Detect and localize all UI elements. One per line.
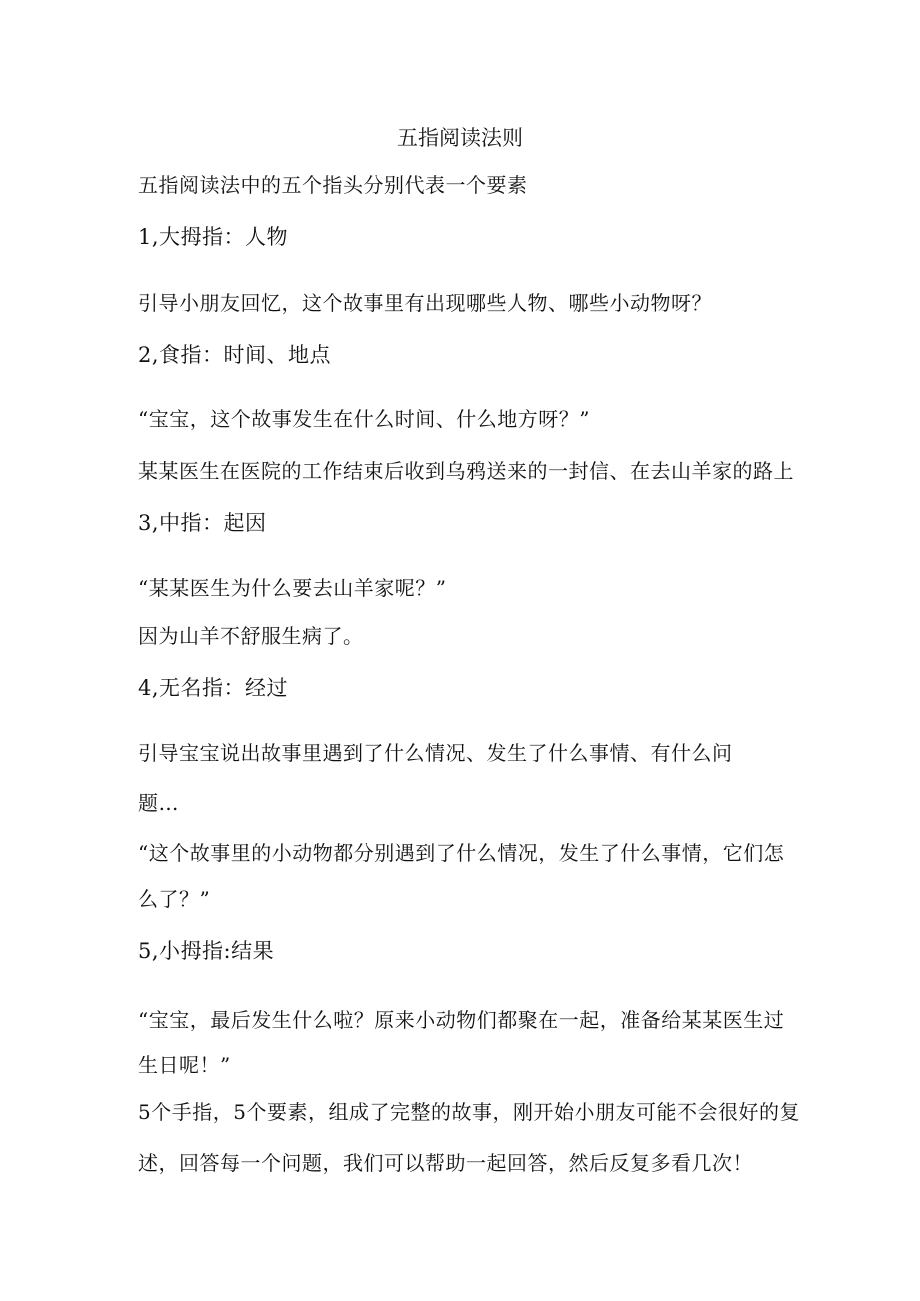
section-text-ring-line3: “这个故事里的小动物都分别遇到了什么情况，发生了什么事情，它们怎 [138, 841, 785, 865]
section-heading-little: 5,小拇指:结果 [138, 939, 275, 963]
section-text-little-line2: 生日呢！” [138, 1053, 231, 1077]
page-title: 五指阅读法则 [397, 126, 523, 150]
section-text-little-line1: “宝宝，最后发生什么啦？原来小动物们都聚在一起，准备给某某医生过 [138, 1008, 785, 1032]
section-heading-ring: 4,无名指：经过 [138, 676, 289, 700]
closing-text-line2: 述，回答每一个问题，我们可以帮助一起回答，然后反复多看几次！ [138, 1151, 753, 1175]
section-text-ring-line4: 么了？” [138, 887, 211, 911]
section-text-ring-line1: 引导宝宝说出故事里遇到了什么情况、发生了什么事情、有什么问 [138, 741, 733, 765]
section-text-middle-answer: 因为山羊不舒服生病了。 [138, 624, 364, 648]
section-text-ring-line2: 题… [138, 791, 179, 815]
section-text-index-question: “宝宝，这个故事发生在什么时间、什么地方呀？” [138, 407, 590, 431]
section-text-index-answer: 某某医生在医院的工作结束后收到乌鸦送来的一封信、在去山羊家的路上 [138, 459, 794, 483]
intro-text: 五指阅读法中的五个指头分别代表一个要素 [138, 173, 528, 197]
section-text-thumb: 引导小朋友回忆，这个故事里有出现哪些人物、哪些小动物呀？ [138, 291, 712, 315]
section-heading-thumb: 1,大拇指：人物 [138, 225, 289, 249]
section-heading-index: 2,食指：时间、地点 [138, 343, 332, 367]
closing-text-line1: 5个手指，5个要素，组成了完整的故事，刚开始小朋友可能不会很好的复 [138, 1100, 800, 1124]
section-heading-middle: 3,中指：起因 [138, 511, 267, 535]
section-text-middle-question: “某某医生为什么要去山羊家呢？” [138, 576, 447, 600]
